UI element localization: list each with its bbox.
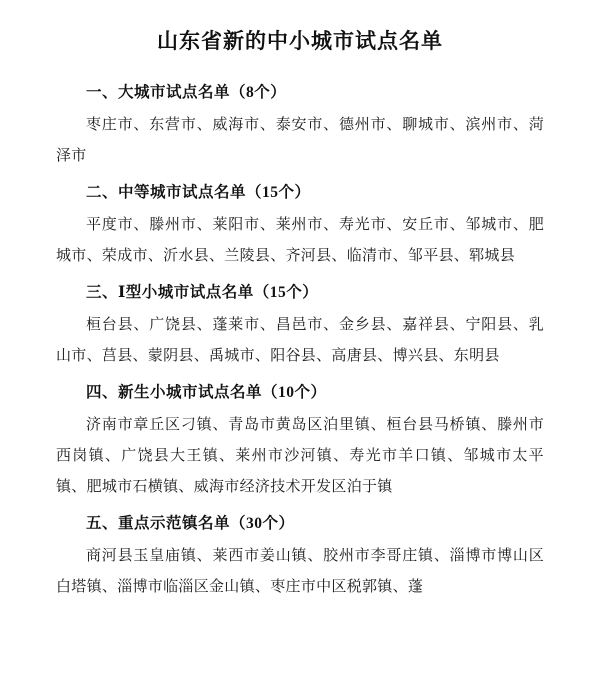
section-heading: 三、Ⅰ型小城市试点名单（15个） [86,284,319,301]
document-page [0,18,600,677]
page-title: 山东省新的中小城市试点名单 [157,29,443,53]
section-heading: 一、大城市试点名单（8个） [86,84,287,101]
section-large-cities [56,78,544,172]
section-heading: 五、重点示范镇名单（30个） [86,515,295,532]
section-body: 桓台县、广饶县、蓬莱市、昌邑市、金乡县、嘉祥县、宁阳县、乳山市、莒县、蒙阴县、禹城市、阳谷县、高唐县、博兴县、东明县 [56,317,544,364]
section-medium-cities [56,178,544,272]
section-heading: 四、新生小城市试点名单（10个） [86,384,327,401]
section-new-small-cities [56,378,544,503]
section-key-demonstration-towns [56,509,544,603]
section-body: 商河县玉皇庙镇、莱西市姜山镇、胶州市李哥庄镇、淄博市博山区白塔镇、淄博市临淄区金山镇、枣庄市中区税郭镇、蓬 [56,548,544,595]
section-body: 平度市、滕州市、莱阳市、莱州市、寿光市、安丘市、邹城市、肥城市、荣成市、沂水县、兰陵县、齐河县、临清市、邹平县、郓城县 [56,217,544,264]
section-body: 枣庄市、东营市、威海市、泰安市、德州市、聊城市、滨州市、菏泽市 [56,117,544,164]
document-content [0,58,600,603]
section-type-one-small-cities [56,278,544,372]
section-body: 济南市章丘区刁镇、青岛市黄岛区泊里镇、桓台县马桥镇、滕州市西岗镇、广饶县大王镇、莱州市沙河镇、寿光市羊口镇、邹城市太平镇、肥城市石横镇、威海市经济技术开发区泊于镇 [56,417,544,495]
section-heading: 二、中等城市试点名单（15个） [86,184,311,201]
